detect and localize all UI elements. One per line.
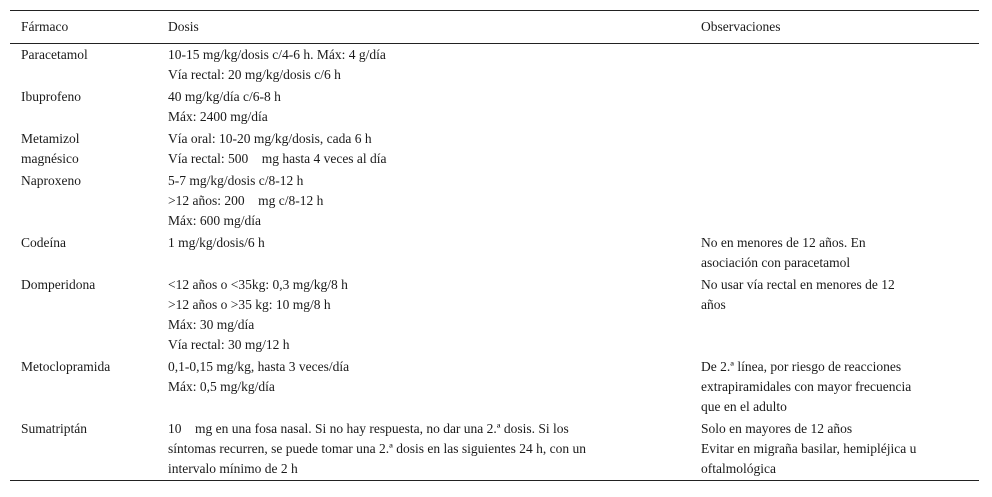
notes-cell-line: oftalmológica bbox=[701, 461, 776, 476]
notes-cell bbox=[690, 129, 979, 169]
table-row bbox=[10, 232, 979, 274]
table-row bbox=[10, 128, 979, 170]
dose-cell-line: Vía rectal: 30 mg/12 h bbox=[168, 337, 290, 352]
dose-cell-line: Máx: 2400 mg/día bbox=[168, 109, 268, 124]
drug-cell-line: Metamizol bbox=[21, 131, 80, 146]
dose-cell-line: <12 años o <35kg: 0,3 mg/kg/8 h bbox=[168, 277, 348, 292]
dose-cell bbox=[157, 233, 690, 273]
dose-cell bbox=[157, 357, 690, 417]
table-body bbox=[10, 44, 979, 480]
dose-cell-line: >12 años: 200 mg c/8-12 h bbox=[168, 193, 324, 208]
dose-cell-line: 0,1-0,15 mg/kg, hasta 3 veces/día bbox=[168, 359, 350, 374]
dose-cell-line: >12 años o >35 kg: 10 mg/8 h bbox=[168, 297, 331, 312]
notes-cell-line: Solo en mayores de 12 años bbox=[701, 421, 853, 436]
drug-cell bbox=[10, 45, 157, 85]
header-notes: Observaciones bbox=[701, 19, 781, 34]
dose-cell-line: 10-15 mg/kg/dosis c/4-6 h. Máx: 4 g/día bbox=[168, 47, 386, 62]
drug-cell-line: Paracetamol bbox=[21, 47, 88, 62]
notes-cell-line: No en menores de 12 años. En bbox=[701, 235, 866, 250]
dose-cell-line: 5-7 mg/kg/dosis c/8-12 h bbox=[168, 173, 304, 188]
drug-cell bbox=[10, 357, 157, 417]
dose-cell-line: Vía rectal: 20 mg/kg/dosis c/6 h bbox=[168, 67, 341, 82]
table-row bbox=[10, 418, 979, 480]
drug-cell-line: Domperidona bbox=[21, 277, 96, 292]
dose-cell bbox=[157, 45, 690, 85]
table-row bbox=[10, 356, 979, 418]
dose-cell-line: síntomas recurren, se puede tomar una 2.ª dosis en las siguientes 24 h, con un bbox=[168, 441, 587, 456]
header-drug: Fármaco bbox=[21, 19, 69, 34]
notes-cell-line: extrapiramidales con mayor frecuencia bbox=[701, 379, 912, 394]
drug-cell bbox=[10, 87, 157, 127]
drug-cell bbox=[10, 171, 157, 231]
notes-cell-line: que en el adulto bbox=[701, 399, 787, 414]
dose-cell-line: Máx: 30 mg/día bbox=[168, 317, 255, 332]
drug-cell bbox=[10, 275, 157, 355]
dose-cell-line: intervalo mínimo de 2 h bbox=[168, 461, 298, 476]
notes-cell bbox=[690, 233, 979, 273]
notes-cell-line: años bbox=[701, 297, 726, 312]
drug-dosage-table bbox=[10, 10, 979, 481]
drug-cell-line: magnésico bbox=[21, 151, 79, 166]
drug-cell-line: Ibuprofeno bbox=[21, 89, 81, 104]
notes-cell-line: De 2.ª línea, por riesgo de reacciones bbox=[701, 359, 902, 374]
notes-cell bbox=[690, 45, 979, 85]
notes-cell-line: asociación con paracetamol bbox=[701, 255, 851, 270]
drug-cell-line: Codeína bbox=[21, 235, 66, 250]
drug-cell bbox=[10, 419, 157, 479]
drug-cell bbox=[10, 129, 157, 169]
notes-cell bbox=[690, 171, 979, 231]
dose-cell-line: Vía oral: 10-20 mg/kg/dosis, cada 6 h bbox=[168, 131, 372, 146]
drug-cell-line: Metoclopramida bbox=[21, 359, 111, 374]
notes-cell-line: No usar vía rectal en menores de 12 bbox=[701, 277, 895, 292]
drug-cell bbox=[10, 233, 157, 273]
dose-cell bbox=[157, 171, 690, 231]
drug-cell-line: Naproxeno bbox=[21, 173, 81, 188]
notes-cell bbox=[690, 357, 979, 417]
dose-cell-line: Máx: 600 mg/día bbox=[168, 213, 261, 228]
dose-cell bbox=[157, 129, 690, 169]
drug-cell-line: Sumatriptán bbox=[21, 421, 87, 436]
notes-cell bbox=[690, 275, 979, 355]
dose-cell-line: 10 mg en una fosa nasal. Si no hay respuesta, no dar una 2.ª dosis. Si los bbox=[168, 421, 569, 436]
notes-cell bbox=[690, 87, 979, 127]
table-row bbox=[10, 86, 979, 128]
dose-cell-line: 40 mg/kg/día c/6-8 h bbox=[168, 89, 281, 104]
table-row bbox=[10, 170, 979, 232]
table-row bbox=[10, 44, 979, 86]
dose-cell-line: 1 mg/kg/dosis/6 h bbox=[168, 235, 265, 250]
table-header bbox=[10, 11, 979, 44]
notes-cell-line: Evitar en migraña basilar, hemipléjica u bbox=[701, 441, 917, 456]
dose-cell-line: Máx: 0,5 mg/kg/día bbox=[168, 379, 275, 394]
header-dose: Dosis bbox=[168, 19, 199, 34]
dose-cell bbox=[157, 275, 690, 355]
table-row bbox=[10, 274, 979, 356]
dose-cell bbox=[157, 87, 690, 127]
dose-cell bbox=[157, 419, 690, 479]
dose-cell-line: Vía rectal: 500 mg hasta 4 veces al día bbox=[168, 151, 387, 166]
notes-cell bbox=[690, 419, 979, 479]
